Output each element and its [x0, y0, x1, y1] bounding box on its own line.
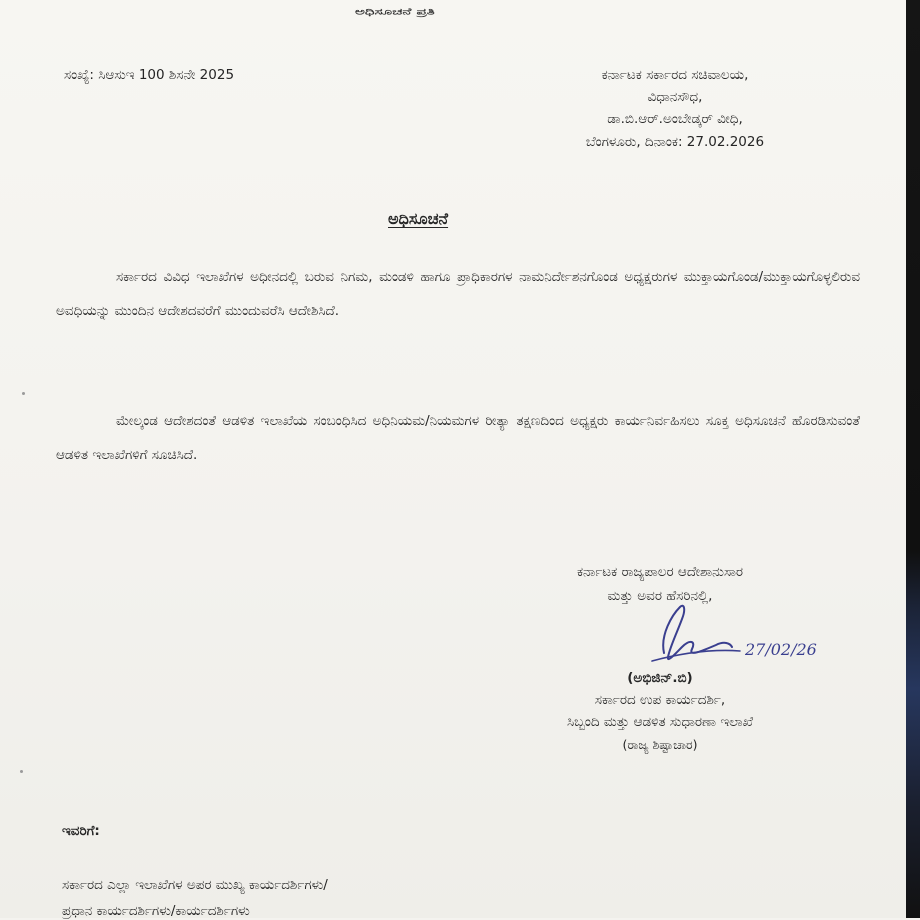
copy-to-line-2: ಪ್ರಧಾನ ಕಾರ್ಯದರ್ಶಿಗಳು/ಕಾರ್ಯದರ್ಶಿಗಳು	[62, 903, 250, 919]
copy-to-line-1: ಸರ್ಕಾರದ ಎಲ್ಲಾ ಇಲಾಖೆಗಳ ಅಪರ ಮುಖ್ಯ ಕಾರ್ಯದರ್ಶಿಗಳು/	[62, 877, 328, 893]
reference-number: ಸಂಖ್ಯೆ: ಸಿಆಸುಇ 100 ಶಿಸನೇ 2025	[64, 67, 235, 83]
handwritten-signature-icon	[612, 595, 812, 675]
body-paragraph-1	[56, 260, 860, 328]
top-partial-heading: ಅಧಿಸೂಚನೆ ಪ್ರತಿ	[355, 6, 435, 17]
scan-speck	[22, 392, 25, 395]
address-date-line: ಬೆಂಗಳೂರು, ದಿನಾಂಕ: 27.02.2026	[585, 134, 765, 150]
notification-heading: ಅಧಿಸೂಚನೆ	[388, 209, 449, 228]
scan-speck	[20, 770, 23, 773]
address-line-2: ವಿಧಾನಸೌಧ,	[647, 89, 703, 105]
body-paragraph-2-text: ಮೇಲ್ಕಂಡ ಆದೇಶದಂತೆ ಆಡಳಿತ ಇಲಾಖೆಯ ಸಂಬಂಧಿಸಿದ ಅಧಿನಿಯಮ/ನಿಯಮಗಳ ರೀತ್ಯಾ ತಕ್ಷಣದಿಂದ ಅಧ್ಯಕ್ಷರು ಕಾರ್ಯನಿರ್ವಹಿಸಲು ಸೂಕ್ತ ಅಧಿಸೂಚನೆ ಹೊರಡಿಸುವಂತೆ ಆಡಳಿತ ಇಲಾಖೆಗಳಿಗೆ ಸೂಚಿಸಿದೆ.	[56, 413, 860, 463]
scan-edge-shadow	[906, 0, 920, 918]
address-line-3: ಡಾ.ಬಿ.ಆರ್.ಅಂಬೇಡ್ಕರ್ ವೀಧಿ,	[607, 111, 743, 127]
signer-designation-3: (ರಾಜ್ಯ ಶಿಷ್ಟಾಚಾರ)	[622, 737, 698, 752]
signature-authority-line-2: ಮತ್ತು ಅವರ ಹೆಸರಿನಲ್ಲಿ,	[607, 588, 713, 604]
signer-designation-2: ಸಿಬ್ಬಂದಿ ಮತ್ತು ಆಡಳಿತ ಸುಧಾರಣಾ ಇಲಾಖೆ	[567, 714, 753, 730]
address-line-1: ಕರ್ನಾಟಕ ಸರ್ಕಾರದ ಸಚಿವಾಲಯ,	[601, 67, 749, 83]
body-paragraph-1-text: ಸರ್ಕಾರದ ವಿವಿಧ ಇಲಾಖೆಗಳ ಅಧೀನದಲ್ಲಿ ಬರುವ ನಿಗಮ, ಮಂಡಳಿ ಹಾಗೂ ಪ್ರಾಧಿಕಾರಗಳ ನಾಮನಿರ್ದೇಶನಗೊಂಡ ಅಧ್ಯಕ್ಷರುಗಳ ಮುಕ್ತಾಯಗೊಂಡ/ಮುಕ್ತಾಯಗೊಳ್ಳಲಿರುವ ಅವಧಿಯನ್ನು ಮುಂದಿನ ಆದೇಶದವರೆಗೆ ಮುಂದುವರೆಸಿ ಆದೇಶಿಸಿದೆ.	[56, 269, 860, 319]
signature-authority-line-1: ಕರ್ನಾಟಕ ರಾಜ್ಯಪಾಲರ ಆದೇಶಾನುಸಾರ	[576, 564, 744, 580]
signer-name: (ಅಭಿಜಿನ್.ಬಿ)	[627, 670, 693, 686]
body-paragraph-2	[56, 404, 860, 472]
copy-to-label: ಇವರಿಗೆ:	[62, 823, 100, 839]
handwritten-date: 27/02/26	[745, 640, 817, 659]
signer-designation-1: ಸರ್ಕಾರದ ಉಪ ಕಾರ್ಯದರ್ಶಿ,	[594, 692, 726, 708]
